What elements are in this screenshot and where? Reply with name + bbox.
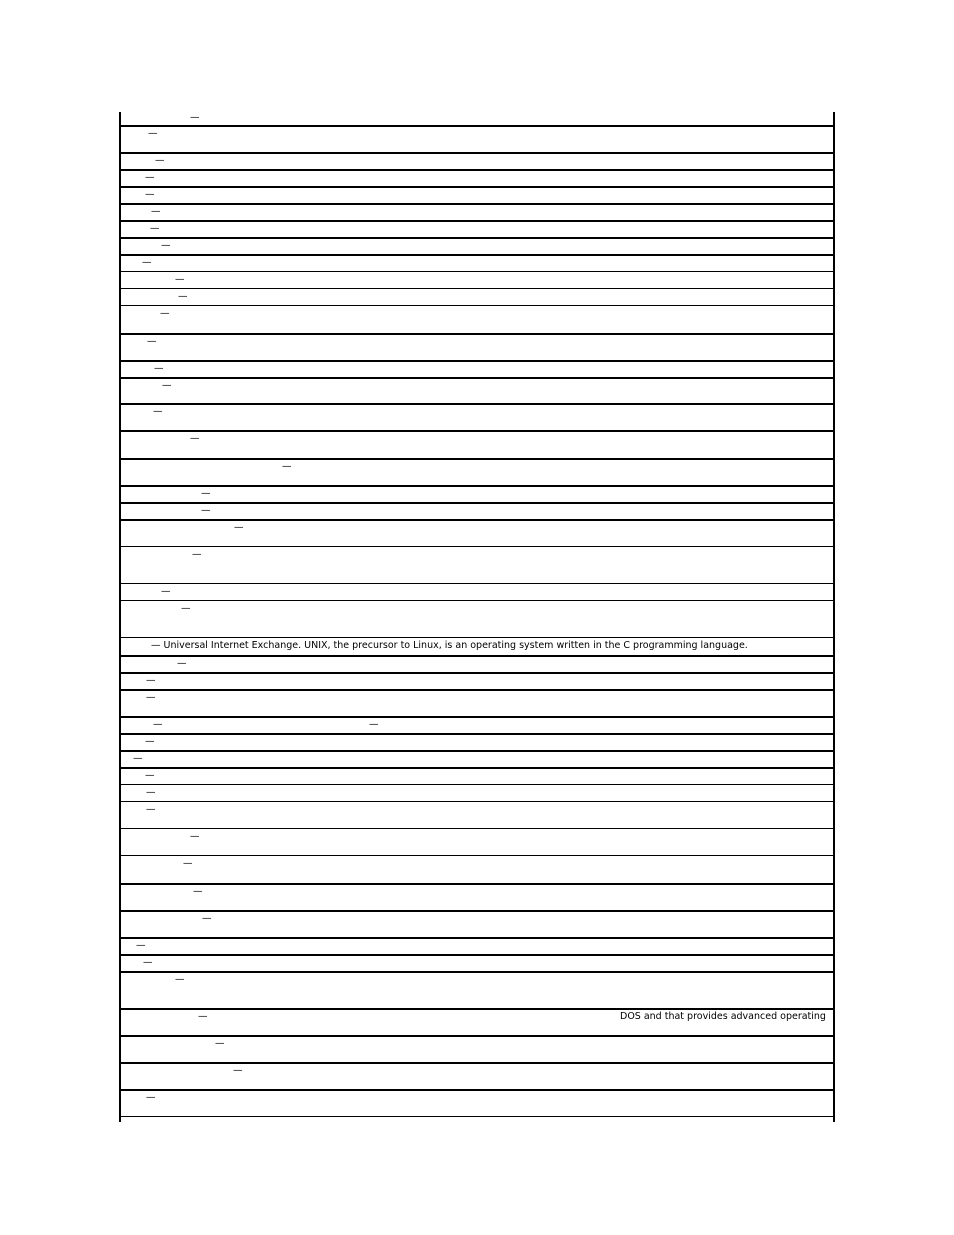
glossary-entry-text: —: [282, 461, 292, 472]
glossary-entry-text: —: [201, 505, 211, 516]
row-divider: [120, 733, 835, 735]
glossary-entry-text: —: [161, 240, 171, 251]
glossary-entry-text: —: [145, 189, 155, 200]
glossary-entry-text: —: [233, 1065, 243, 1076]
glossary-entry-text: —: [161, 586, 171, 597]
row-divider: [120, 546, 835, 547]
glossary-entry-text: —: [178, 291, 188, 302]
glossary-entry-text: —: [175, 974, 185, 985]
row-divider: [120, 883, 835, 885]
row-divider: [120, 1035, 835, 1037]
row-divider: [120, 1116, 835, 1117]
glossary-entry-text: —: [146, 1092, 156, 1103]
row-divider: [120, 125, 835, 127]
glossary-entry-text: —: [147, 336, 157, 347]
row-divider: [120, 333, 835, 335]
glossary-entry-text: —: [190, 831, 200, 842]
row-divider: [120, 1008, 835, 1010]
glossary-entry-text: —: [146, 787, 156, 798]
row-divider: [120, 937, 835, 939]
row-divider: [120, 203, 835, 205]
glossary-entry-text: —: [369, 719, 379, 730]
glossary-entry-text: —: [183, 858, 193, 869]
glossary-entry-text: —: [154, 363, 164, 374]
row-divider: [120, 220, 835, 222]
row-divider: [120, 672, 835, 674]
glossary-entry-text: —: [175, 274, 185, 285]
glossary-entry-text: —: [145, 736, 155, 747]
glossary-entry-text: —: [202, 913, 212, 924]
row-divider: [120, 360, 835, 362]
row-divider: [120, 801, 835, 802]
row-divider: [120, 377, 835, 379]
row-divider: [120, 430, 835, 432]
glossary-entry-text: —: [201, 488, 211, 499]
row-divider: [120, 954, 835, 956]
glossary-entry-text: —: [148, 128, 158, 139]
glossary-entry-text: —: [146, 692, 156, 703]
glossary-entry-text: —: [215, 1038, 225, 1049]
row-divider: [120, 288, 835, 289]
glossary-entry-text: —: [177, 658, 187, 669]
row-divider: [120, 1089, 835, 1091]
row-divider: [120, 655, 835, 657]
glossary-entry-text: DOS and that provides advanced operating: [620, 1011, 826, 1022]
row-divider: [120, 855, 835, 856]
glossary-entry-text: —: [155, 155, 165, 166]
row-divider: [120, 186, 835, 188]
row-divider: [120, 271, 835, 272]
glossary-entry-text: —: [160, 308, 170, 319]
row-divider: [120, 716, 835, 718]
glossary-entry-text: —: [133, 753, 143, 764]
glossary-entry-text: —: [150, 223, 160, 234]
row-divider: [120, 152, 835, 154]
glossary-entry-text: —: [136, 940, 146, 951]
row-divider: [120, 637, 835, 638]
row-divider: [120, 305, 835, 306]
glossary-entry-text: —: [234, 522, 244, 533]
row-divider: [120, 485, 835, 487]
glossary-entry-text: —: [193, 886, 203, 897]
glossary-entry-text: —: [153, 406, 163, 417]
glossary-entry-text: —: [190, 433, 200, 444]
glossary-entry-text: —: [190, 112, 200, 123]
row-divider: [120, 767, 835, 769]
glossary-entry-text: —: [146, 804, 156, 815]
row-divider: [120, 169, 835, 171]
row-divider: [120, 403, 835, 405]
glossary-entry-text: —: [198, 1011, 208, 1022]
glossary-entry-text: —: [151, 206, 161, 217]
row-divider: [120, 784, 835, 785]
row-divider: [120, 519, 835, 521]
row-divider: [120, 1062, 835, 1064]
glossary-entry-text: —: [181, 603, 191, 614]
glossary-entry-text: —: [153, 719, 163, 730]
row-divider: [120, 583, 835, 584]
row-divider: [120, 689, 835, 691]
row-divider: [120, 828, 835, 829]
glossary-entry-text: — Universal Internet Exchange. UNIX, the precursor to Linux, is an operating system written in the C programming language.: [151, 640, 748, 651]
glossary-entry-text: —: [146, 675, 156, 686]
row-divider: [120, 237, 835, 239]
glossary-entry-text: —: [145, 770, 155, 781]
row-divider: [120, 458, 835, 460]
row-divider: [120, 502, 835, 504]
row-divider: [120, 600, 835, 601]
glossary-entry-text: —: [143, 957, 153, 968]
row-divider: [120, 910, 835, 912]
row-divider: [120, 750, 835, 752]
row-divider: [120, 254, 835, 256]
glossary-entry-text: —: [162, 380, 172, 391]
glossary-entry-text: —: [145, 172, 155, 183]
glossary-entry-text: —: [142, 257, 152, 268]
glossary-entry-text: —: [192, 549, 202, 560]
row-divider: [120, 971, 835, 973]
